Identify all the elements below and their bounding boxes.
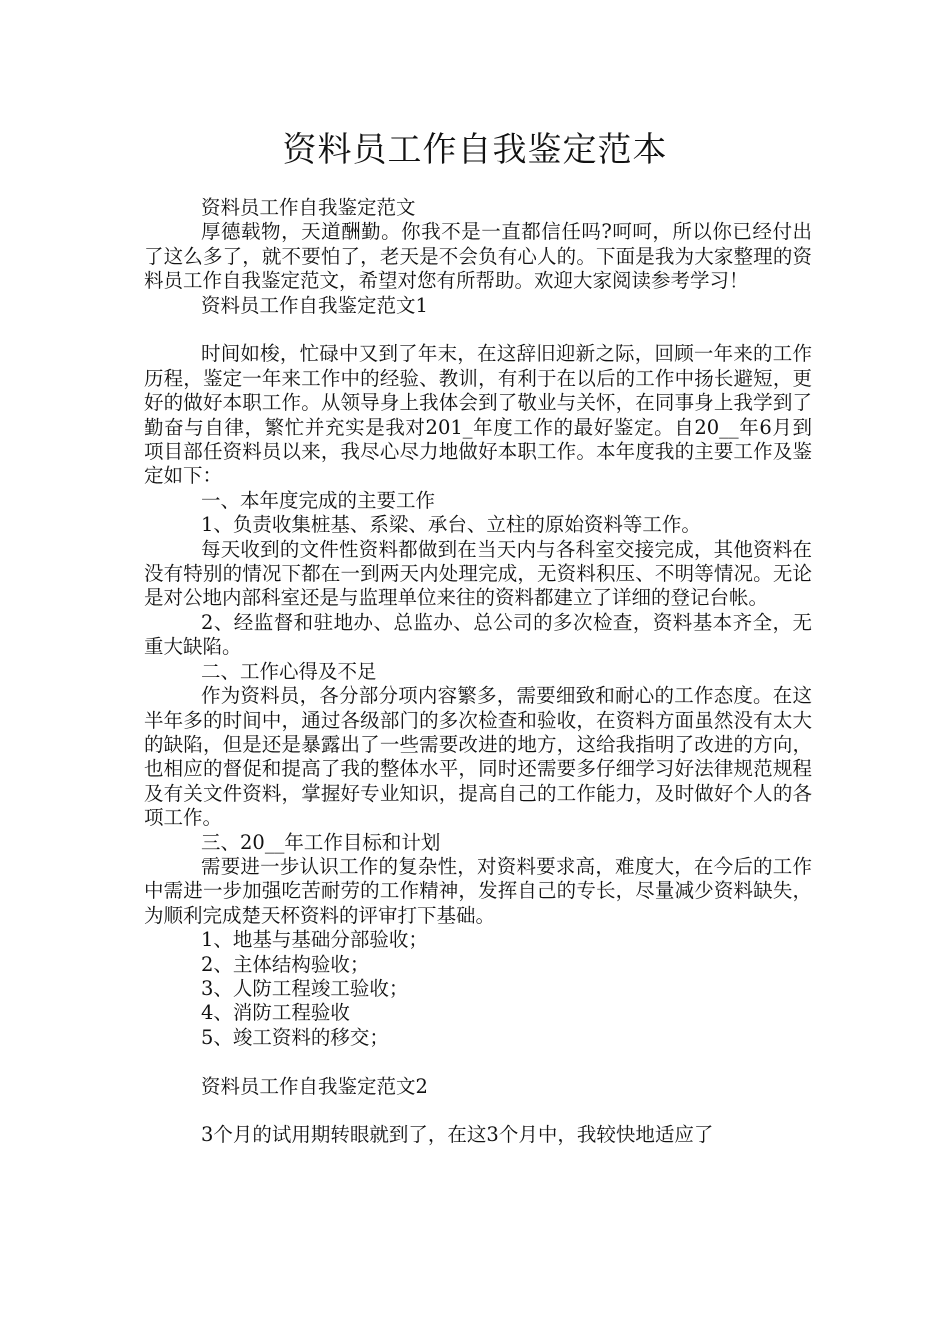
body-paragraph: 时间如梭，忙碌中又到了年末，在这辞旧迎新之际，回顾一年来的工作历程，鉴定一年来工作中的经验、教训，有利于在以后的工作中扬长避短，更好的做好本职工作。从领导身上我体会到了敬业与关怀，在同事身上我学到了勤奋与自律，繁忙并充实是我对201_年度工作的最好鉴定。自20__年6月到项目部任资料员以来，我尽心尽力地做好本职工作。本年度我的主要工作及鉴定如下： [144,342,812,488]
section-heading: 资料员工作自我鉴定范文2 [201,1074,428,1098]
body-paragraph: 每天收到的文件性资料都做到在当天内与各科室交接完成，其他资料在没有特别的情况下都在一到两天内处理完成，无资料积压、不明等情况。无论是对公地内部科室还是与监理单位来往的资料都建立了详细的登记台帐。 [144,537,812,610]
list-item: 2、经监督和驻地办、总监办、总公司的多次检查，资料基本齐全，无重大缺陷。 [144,610,812,659]
intro-paragraph: 厚德载物，天道酬勤。你我不是一直都信任吗?呵呵，所以你已经付出了这么多了，就不要怕了，老天是不会负有心人的。下面是我为大家整理的资料员工作自我鉴定范文，希望对您有所帮助。欢迎大家阅读参考学习！ [144,220,812,293]
body-paragraph: 3个月的试用期转眼就到了，在这3个月中，我较快地适应了 [201,1123,714,1147]
body-paragraph: 作为资料员，各分部分项内容繁多，需要细致和耐心的工作态度。在这半年多的时间中，通过各级部门的多次检查和验收，在资料方面虽然没有太大的缺陷，但是还是暴露出了一些需要改进的地方，这给我指明了改进的方向，也相应的督促和提高了我的整体水平，同时还需要多仔细学习好法律规范规程及有关文件资料，掌握好专业知识，提高自己的工作能力，及时做好个人的各项工作。 [144,684,812,830]
subtitle-paragraph: 资料员工作自我鉴定范文 [201,196,416,219]
section-heading: 一、本年度完成的主要工作 [201,488,436,512]
list-item: 2、主体结构验收； [201,952,370,976]
section-heading: 二、工作心得及不足 [201,659,377,683]
list-item: 1、负责收集桩基、系梁、承台、立柱的原始资料等工作。 [201,513,701,537]
list-item: 1、地基与基础分部验收； [201,928,428,952]
document-body [144,196,812,1148]
section-heading: 资料员工作自我鉴定范文1 [201,293,428,317]
section-heading: 三、20__年工作目标和计划 [201,830,441,854]
list-item: 4、消防工程验收 [201,1001,350,1025]
body-paragraph: 需要进一步认识工作的复杂性，对资料要求高，难度大，在今后的工作中需进一步加强吃苦耐劳的工作精神，发挥自己的专长，尽量减少资料缺失，为顺利完成楚天杯资料的评审打下基础。 [144,854,812,927]
list-item: 3、人防工程竣工验收； [201,976,409,1000]
list-item: 5、竣工资料的移交； [201,1025,389,1049]
document-title: 资料员工作自我鉴定范本 [282,130,668,170]
